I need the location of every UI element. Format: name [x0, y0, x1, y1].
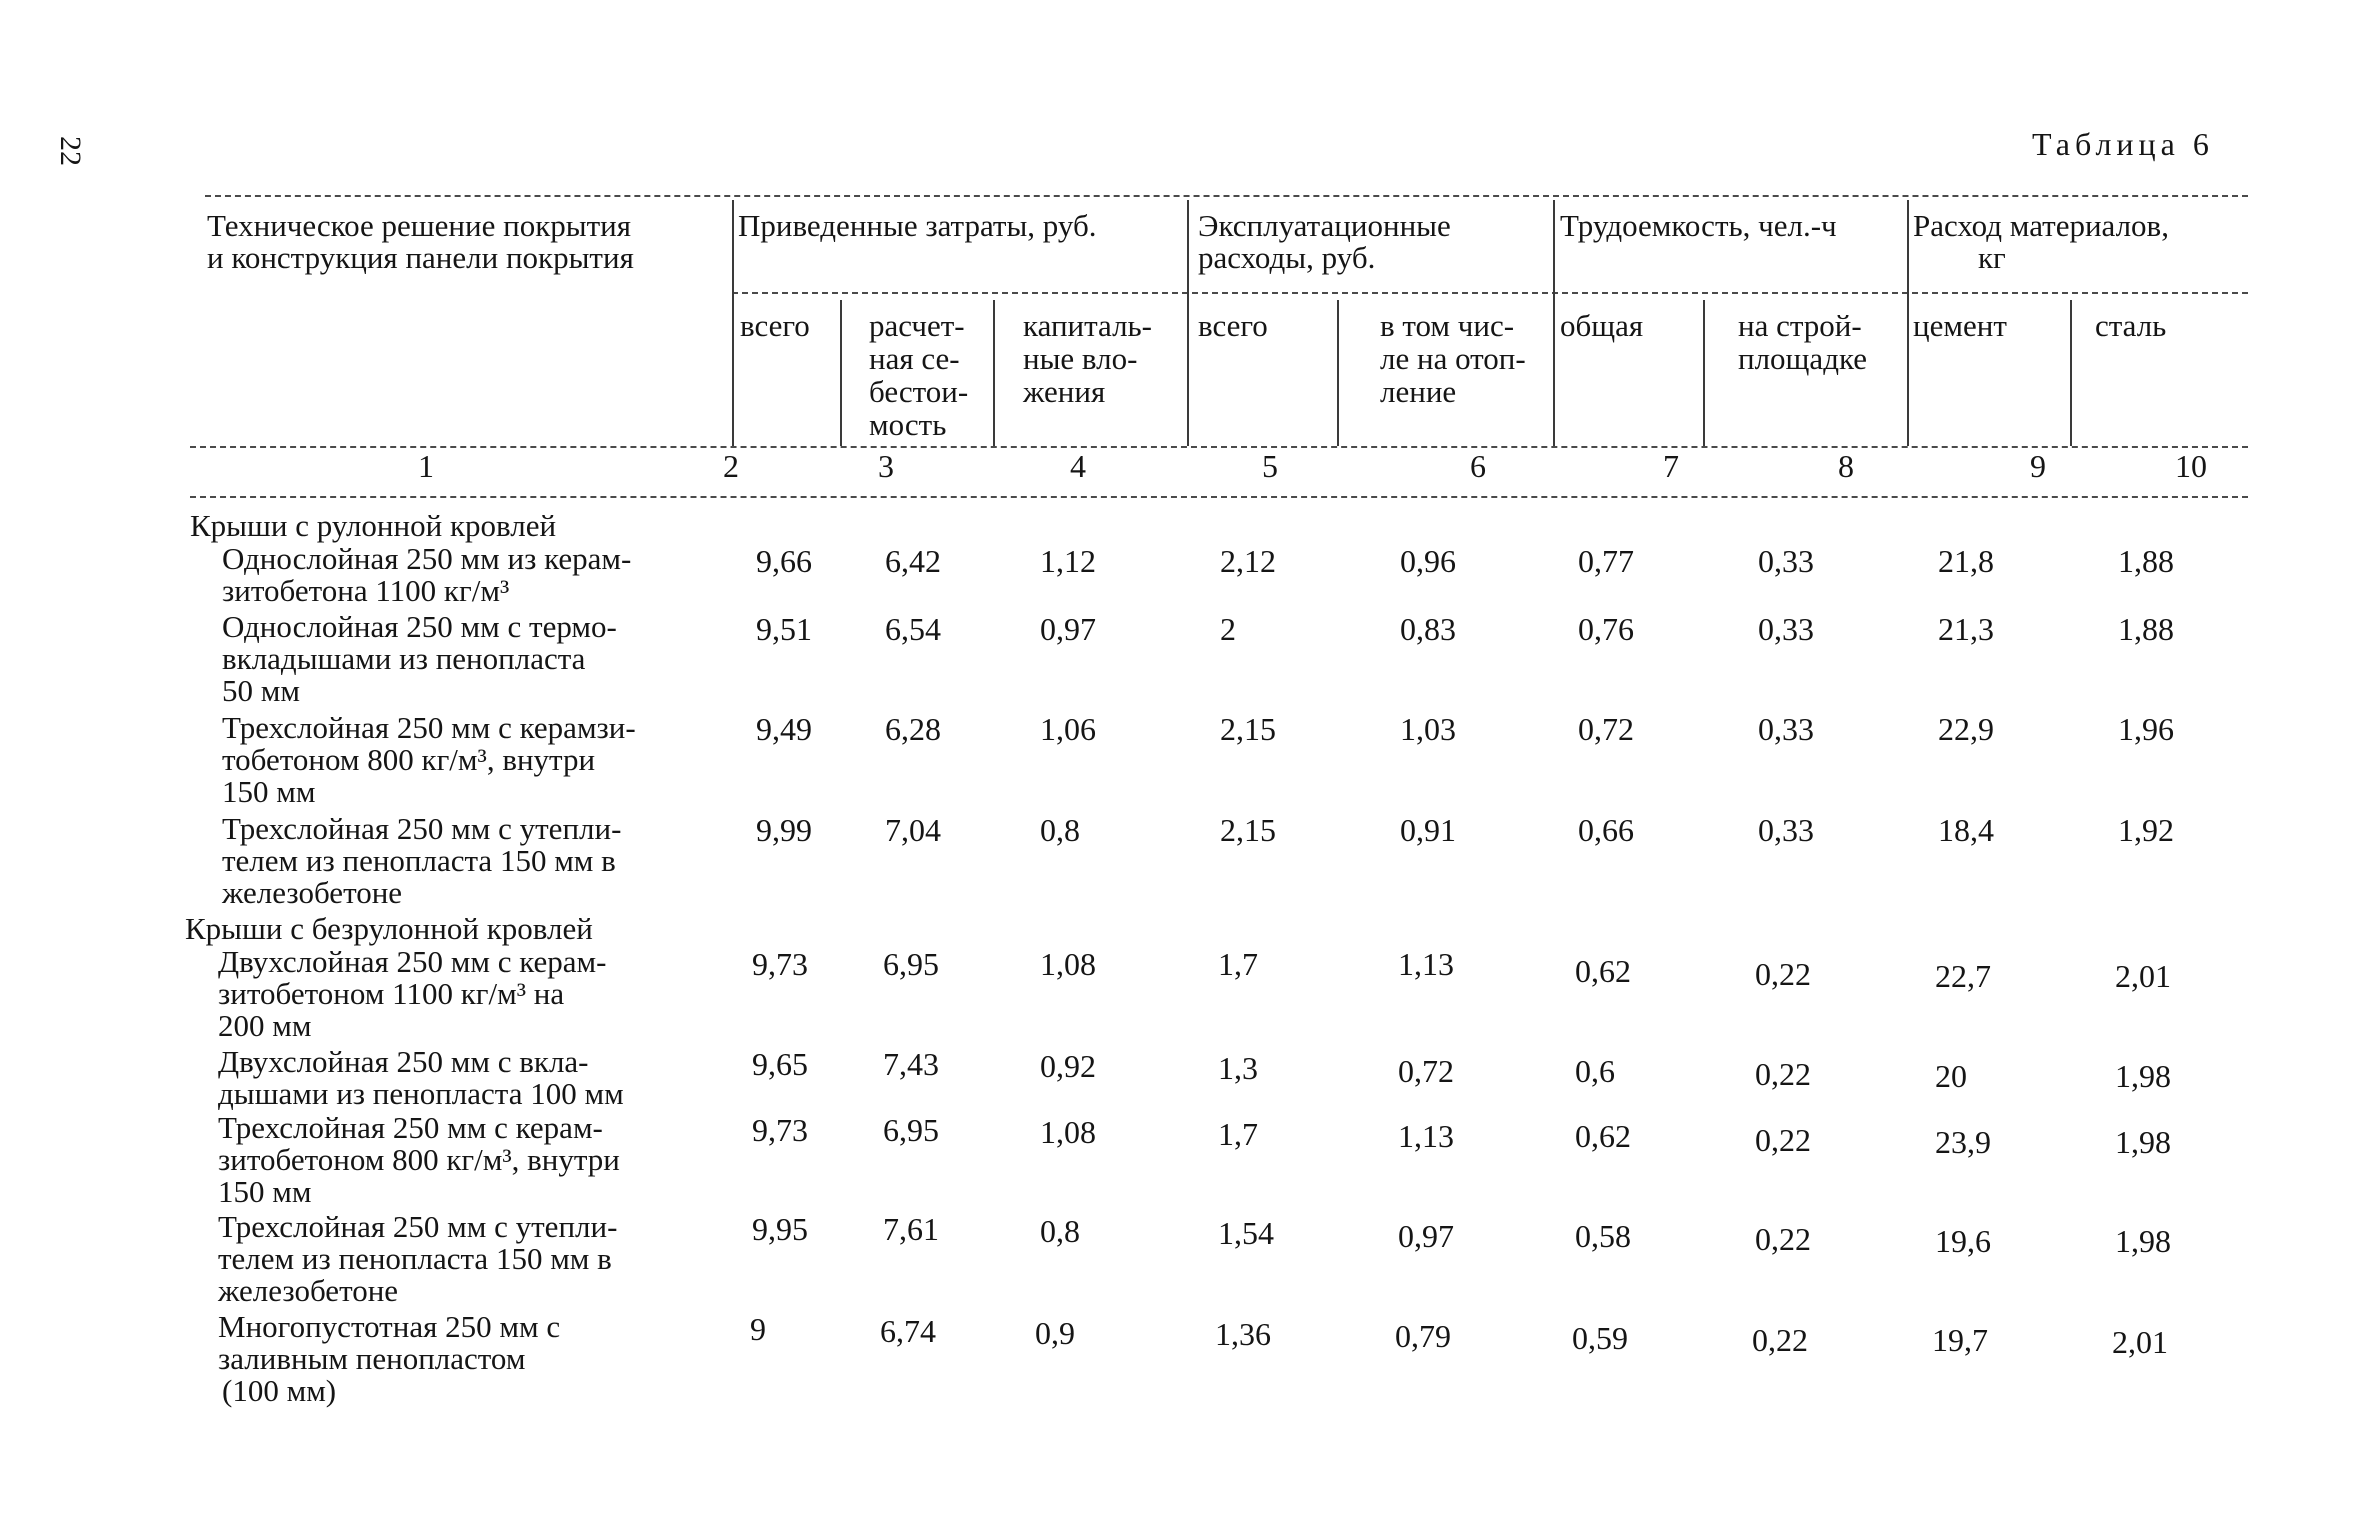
- row-name-line: железобетоне: [218, 1273, 399, 1308]
- cell-value: 2,15: [1220, 812, 1276, 848]
- cell-value: 1,13: [1398, 1118, 1454, 1154]
- row-name-line: (100 мм): [222, 1373, 337, 1408]
- cell-value: 21,3: [1938, 611, 1994, 647]
- row-name-line: вкладышами из пенопласта: [222, 641, 586, 676]
- cell-value: 0,33: [1758, 812, 1814, 848]
- cell-value: 1,98: [2115, 1124, 2171, 1160]
- cell-value: 0,91: [1400, 812, 1456, 848]
- cell-value: 1,88: [2118, 543, 2174, 579]
- row-name-line: зитобетоном 1100 кг/м³ на: [218, 976, 565, 1011]
- vrule-c2: [840, 300, 842, 446]
- cell-value: 1,92: [2118, 812, 2174, 848]
- header-group-operating-l1: Эксплуатационные: [1198, 208, 1451, 243]
- cell-value: 0,62: [1575, 1118, 1631, 1154]
- cell-value: 0,22: [1752, 1322, 1808, 1358]
- cell-value: 19,6: [1935, 1223, 1991, 1259]
- cell-value: 2,12: [1220, 543, 1276, 579]
- group-title-rolled-roof: Крыши с рулонной кровлей: [190, 508, 557, 543]
- column-number: 5: [1262, 448, 1278, 484]
- subheader-capital-l3: жения: [1023, 374, 1106, 409]
- cell-value: 1,7: [1218, 1116, 1258, 1152]
- row-name-line: заливным пенопластом: [218, 1341, 526, 1376]
- row-name-line: Трехслойная 250 мм с керам-: [218, 1110, 603, 1145]
- cell-value: 0,96: [1400, 543, 1456, 579]
- row-name-line: 200 мм: [218, 1008, 312, 1043]
- header-col1-line2: и конструкция панели покрытия: [207, 240, 634, 275]
- row-name-line: дышами из пенопласта 100 мм: [218, 1076, 624, 1111]
- row-name-line: зитобетоном 800 кг/м³, внутри: [218, 1142, 620, 1177]
- cell-value: 0,58: [1575, 1218, 1631, 1254]
- cell-value: 0,33: [1758, 611, 1814, 647]
- row-name-line: железобетоне: [222, 875, 403, 910]
- vrule-c9: [2070, 300, 2072, 446]
- row-name-line: зитобетона 1100 кг/м³: [222, 573, 510, 608]
- subheader-rule: [732, 292, 2248, 294]
- vrule-g3: [1907, 200, 1909, 446]
- cell-value: 0,72: [1578, 711, 1634, 747]
- header-col1-line1: Техническое решение покрытия: [207, 208, 631, 243]
- cell-value: 0,22: [1755, 1221, 1811, 1257]
- cell-value: 0,66: [1578, 812, 1634, 848]
- header-group-labor: Трудоемкость, чел.-ч: [1560, 208, 1837, 243]
- cell-value: 6,95: [883, 946, 939, 982]
- column-number: 9: [2030, 448, 2046, 484]
- cell-value: 1,03: [1400, 711, 1456, 747]
- cell-value: 9: [750, 1311, 766, 1347]
- cell-value: 9,49: [756, 711, 812, 747]
- subheader-site-l2: площадке: [1738, 341, 1868, 376]
- column-number: 10: [2175, 448, 2207, 484]
- row-name-line: Многопустотная 250 мм с: [218, 1309, 561, 1344]
- cell-value: 9,99: [756, 812, 812, 848]
- table-title: Таблица 6: [2032, 126, 2214, 162]
- row-name-line: Трехслойная 250 мм с керамзи-: [222, 710, 636, 745]
- subheader-site-l1: на строй-: [1738, 308, 1862, 343]
- cell-value: 23,9: [1935, 1124, 1991, 1160]
- subheader-heating-l3: ление: [1380, 374, 1457, 409]
- cell-value: 0,22: [1755, 1056, 1811, 1092]
- cell-value: 2: [1220, 611, 1236, 647]
- cell-value: 22,7: [1935, 958, 1991, 994]
- subheader-cost-price-l3: бестои-: [869, 374, 969, 409]
- row-name-line: Двухслойная 250 мм с вкла-: [218, 1044, 589, 1079]
- row-name-line: телем из пенопласта 150 мм в: [222, 843, 616, 878]
- column-number: 4: [1070, 448, 1086, 484]
- header-group-costs: Приведенные затраты, руб.: [738, 208, 1097, 243]
- vrule-c1: [732, 200, 734, 446]
- group-title-non-rolled-roof: Крыши с безрулонной кровлей: [185, 911, 593, 946]
- cell-value: 18,4: [1938, 812, 1994, 848]
- cell-value: 0,76: [1578, 611, 1634, 647]
- cell-value: 0,83: [1400, 611, 1456, 647]
- cell-value: 0,22: [1755, 1122, 1811, 1158]
- vrule-g2: [1553, 200, 1555, 446]
- cell-value: 1,3: [1218, 1050, 1258, 1086]
- subheader-heating-l2: ле на отоп-: [1380, 341, 1526, 376]
- vrule-c5: [1337, 300, 1339, 446]
- cell-value: 1,96: [2118, 711, 2174, 747]
- cell-value: 1,98: [2115, 1223, 2171, 1259]
- row-name-line: Трехслойная 250 мм с утепли-: [222, 811, 622, 846]
- cell-value: 22,9: [1938, 711, 1994, 747]
- cell-value: 0,8: [1040, 812, 1080, 848]
- cell-value: 0,97: [1398, 1218, 1454, 1254]
- cell-value: 2,15: [1220, 711, 1276, 747]
- cell-value: 1,88: [2118, 611, 2174, 647]
- cell-value: 6,74: [880, 1313, 936, 1349]
- subheader-cement: цемент: [1913, 308, 2007, 343]
- cell-value: 20: [1935, 1058, 1967, 1094]
- row-name-line: Трехслойная 250 мм с утепли-: [218, 1209, 618, 1244]
- cell-value: 9,51: [756, 611, 812, 647]
- row-name-line: 50 мм: [222, 673, 300, 708]
- cell-value: 1,13: [1398, 946, 1454, 982]
- cell-value: 6,42: [885, 543, 941, 579]
- subheader-heating-l1: в том чис-: [1380, 308, 1515, 343]
- cell-value: 0,22: [1755, 956, 1811, 992]
- cell-value: 0,79: [1395, 1318, 1451, 1354]
- cell-value: 2,01: [2112, 1324, 2168, 1360]
- header-group-operating-l2: расходы, руб.: [1198, 240, 1376, 275]
- cell-value: 0,8: [1040, 1213, 1080, 1249]
- cell-value: 6,54: [885, 611, 941, 647]
- subheader-total-costs: всего: [740, 308, 810, 343]
- cell-value: 0,9: [1035, 1315, 1075, 1351]
- vrule-g1: [1187, 200, 1189, 446]
- cell-value: 0,33: [1758, 711, 1814, 747]
- cell-value: 7,61: [883, 1211, 939, 1247]
- row-name-line: телем из пенопласта 150 мм в: [218, 1241, 612, 1276]
- header-group-materials-l2: кг: [1978, 240, 2006, 275]
- cell-value: 1,06: [1040, 711, 1096, 747]
- row-name-line: Двухслойная 250 мм с керам-: [218, 944, 607, 979]
- cell-value: 0,92: [1040, 1048, 1096, 1084]
- cell-value: 0,6: [1575, 1053, 1615, 1089]
- cell-value: 1,08: [1040, 1114, 1096, 1150]
- column-number: 7: [1663, 448, 1679, 484]
- column-number: 1: [418, 448, 434, 484]
- cell-value: 9,65: [752, 1046, 808, 1082]
- cell-value: 9,73: [752, 1112, 808, 1148]
- cell-value: 1,54: [1218, 1215, 1274, 1251]
- subheader-steel: сталь: [2095, 308, 2167, 343]
- header-group-materials-l1: Расход материалов,: [1913, 208, 2169, 243]
- cell-value: 6,95: [883, 1112, 939, 1148]
- cell-value: 6,28: [885, 711, 941, 747]
- row-name-line: Однослойная 250 мм из керам-: [222, 541, 632, 576]
- colnum-bottom-rule: [190, 496, 2248, 498]
- vrule-c7: [1703, 300, 1705, 446]
- row-name-line: 150 мм: [222, 774, 316, 809]
- cell-value: 0,59: [1572, 1320, 1628, 1356]
- cell-value: 0,97: [1040, 611, 1096, 647]
- cell-value: 1,08: [1040, 946, 1096, 982]
- column-number: 3: [878, 448, 894, 484]
- subheader-capital-l1: капиталь-: [1023, 308, 1153, 343]
- cell-value: 19,7: [1932, 1322, 1988, 1358]
- cell-value: 0,62: [1575, 953, 1631, 989]
- subheader-capital-l2: ные вло-: [1023, 341, 1138, 376]
- subheader-labor-total: общая: [1560, 308, 1644, 343]
- cell-value: 9,73: [752, 946, 808, 982]
- cell-value: 0,72: [1398, 1053, 1454, 1089]
- colnum-top-rule: [190, 446, 2248, 448]
- cell-value: 7,43: [883, 1046, 939, 1082]
- row-name-line: Однослойная 250 мм с термо-: [222, 609, 617, 644]
- cell-value: 9,95: [752, 1211, 808, 1247]
- column-number: 8: [1838, 448, 1854, 484]
- column-number: 2: [723, 448, 739, 484]
- cell-value: 0,77: [1578, 543, 1634, 579]
- subheader-cost-price-l2: ная се-: [869, 341, 960, 376]
- cell-value: 1,7: [1218, 946, 1258, 982]
- cell-value: 1,12: [1040, 543, 1096, 579]
- row-name-line: 150 мм: [218, 1174, 312, 1209]
- cell-value: 9,66: [756, 543, 812, 579]
- page-number: 22: [54, 136, 87, 166]
- subheader-cost-price-l1: расчет-: [869, 308, 965, 343]
- top-rule: [205, 195, 2248, 197]
- vrule-c3: [993, 300, 995, 446]
- cell-value: 1,98: [2115, 1058, 2171, 1094]
- cell-value: 21,8: [1938, 543, 1994, 579]
- subheader-total-operating: всего: [1198, 308, 1268, 343]
- cell-value: 0,33: [1758, 543, 1814, 579]
- subheader-cost-price-l4: мость: [869, 407, 947, 442]
- cell-value: 2,01: [2115, 958, 2171, 994]
- cell-value: 1,36: [1215, 1316, 1271, 1352]
- row-name-line: тобетоном 800 кг/м³, внутри: [222, 742, 596, 777]
- cell-value: 7,04: [885, 812, 941, 848]
- column-number: 6: [1470, 448, 1486, 484]
